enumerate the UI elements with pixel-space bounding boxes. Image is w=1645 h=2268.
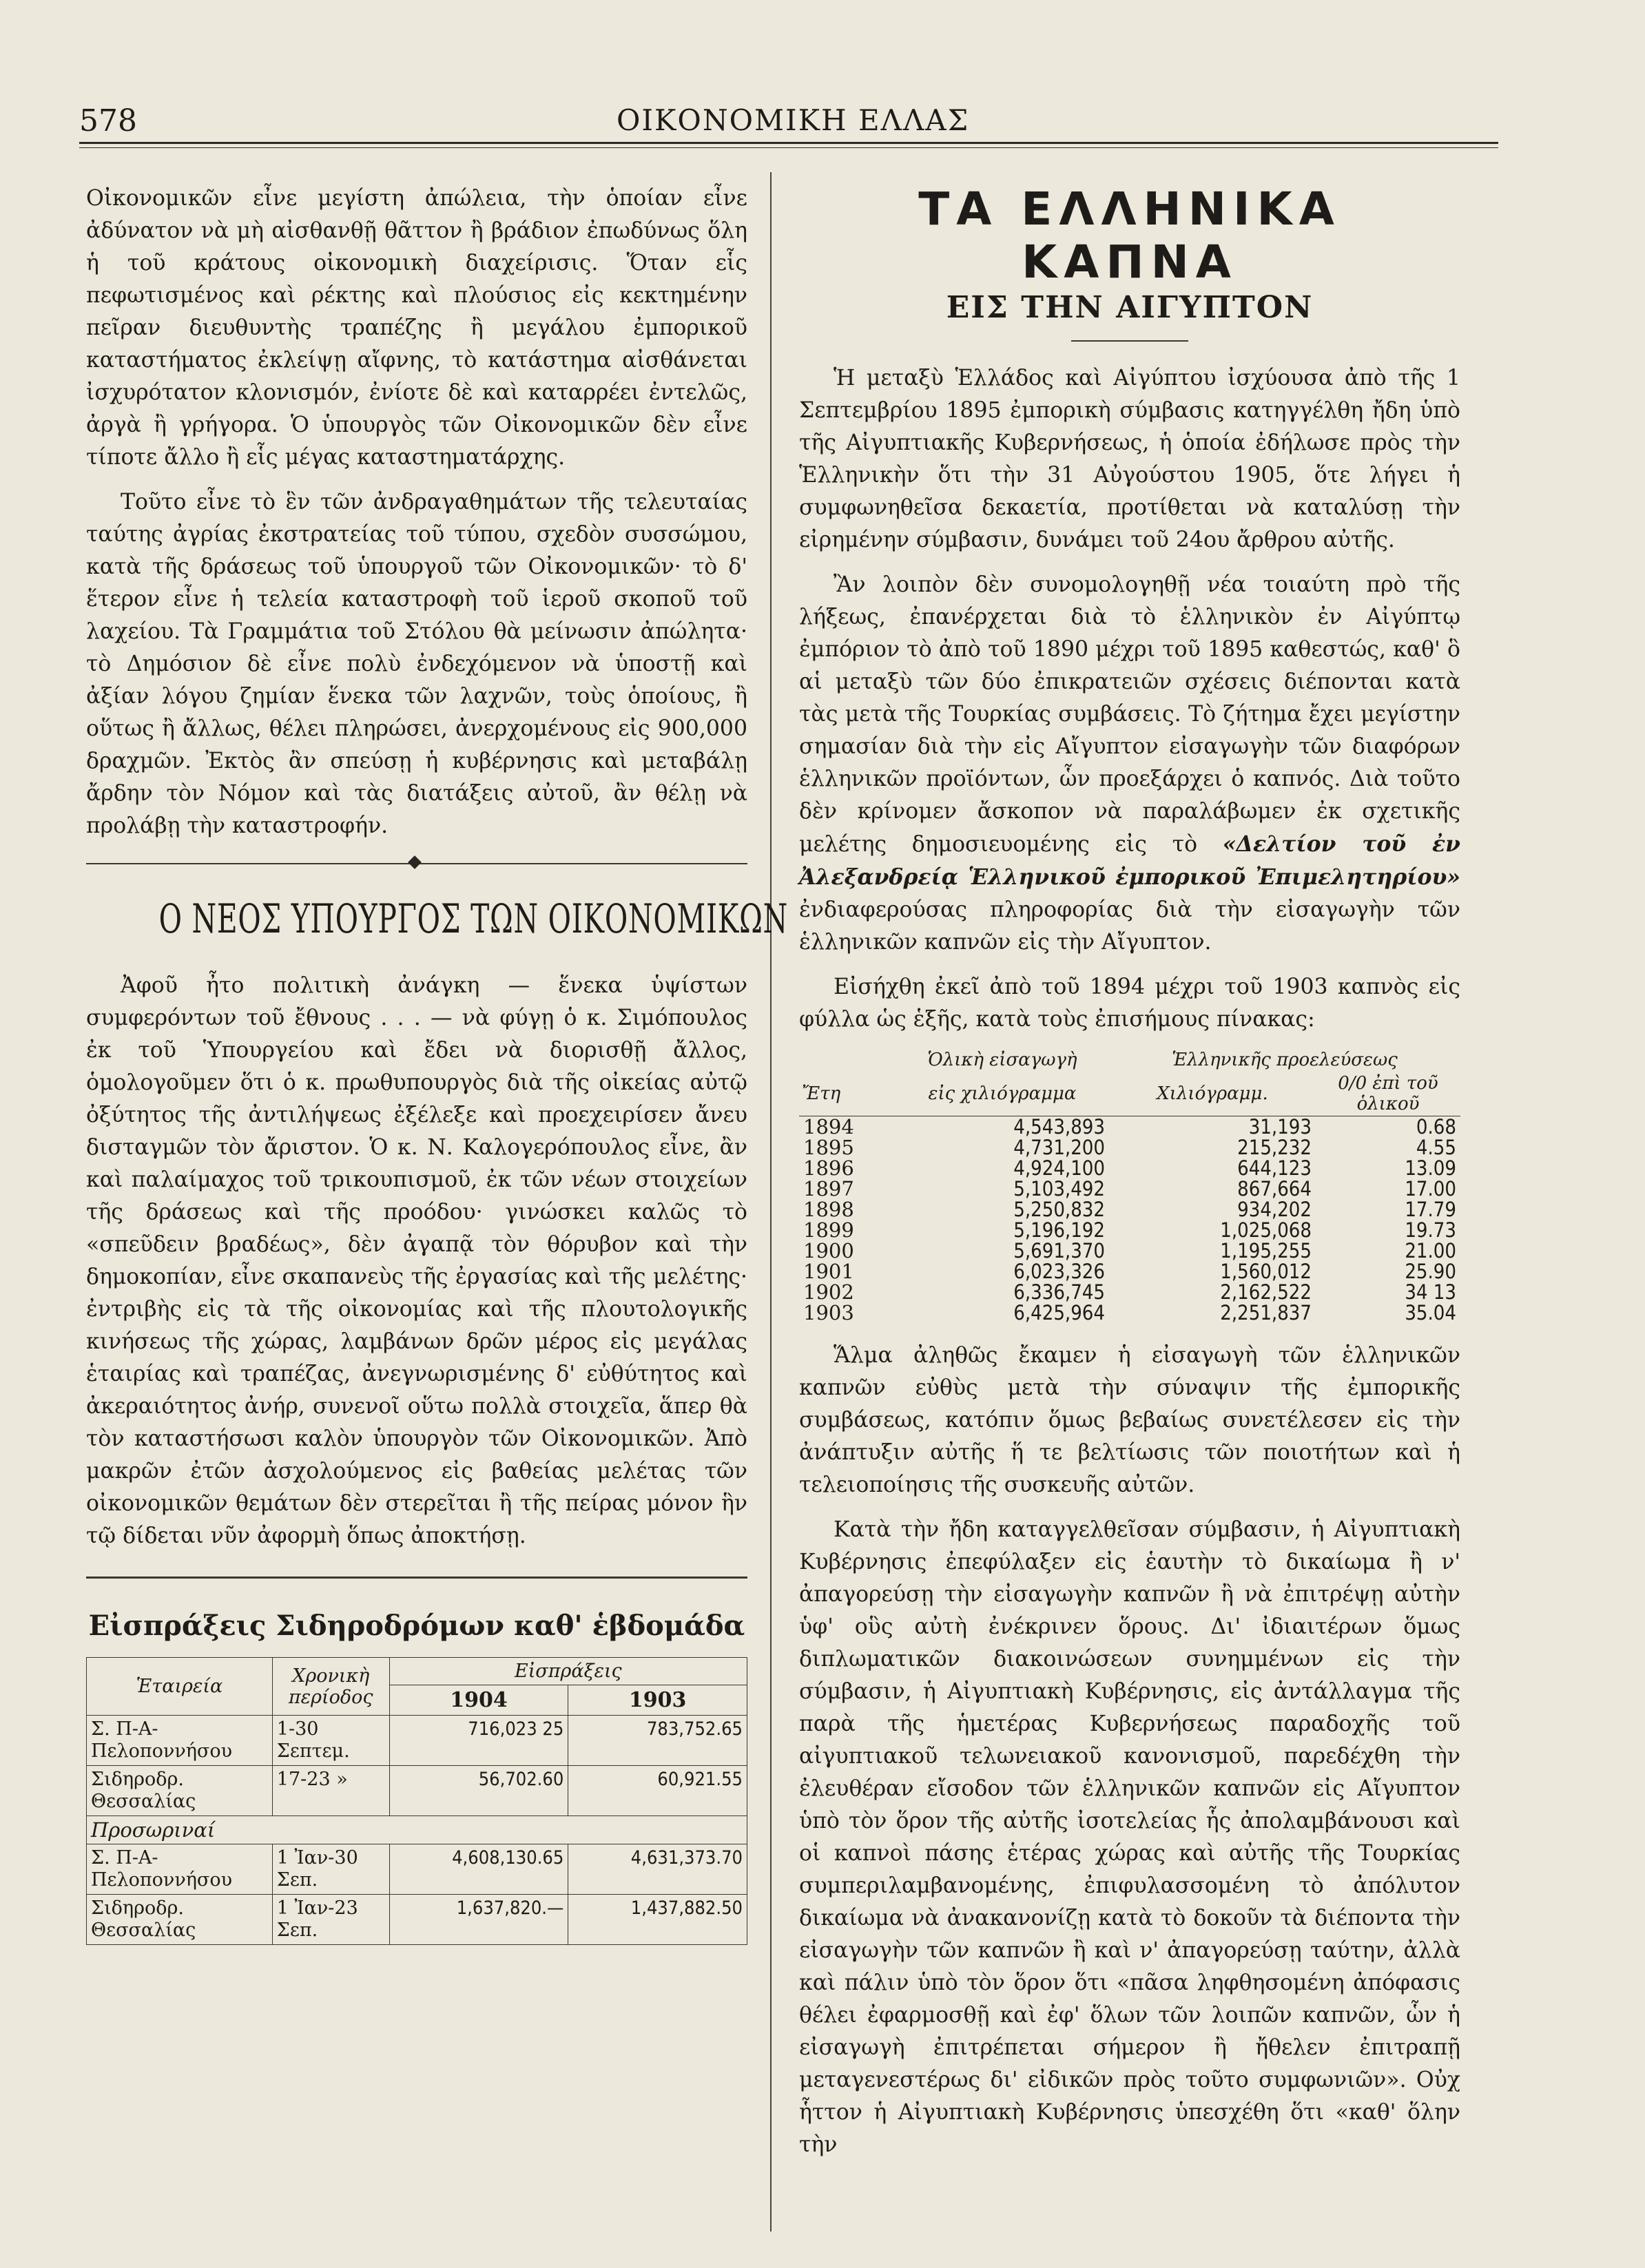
pct-cell: 35.04 — [1405, 1301, 1456, 1324]
table-row — [87, 1844, 747, 1895]
year-cell: 1895 — [803, 1136, 854, 1159]
article-paragraph: Οἰκονομικῶν εἶνε μεγίστη ἀπώλεια, τὴν ὁποίαν εἶνε ἀδύνατον νὰ μὴ αἰσθανθῇ θᾶττον ἢ βράδιον ἐπωδύνως ὅλη ἡ τοῦ κράτους οἰκονομικὴ διαχείρισις. Ὅταν εἷς πεφωτισμένος καὶ ρέκτης καὶ πλούσιος εἰς κεκτημένην πεῖραν διευθυντὴς τραπέζης ἢ μεγάλου ἐμπορικοῦ καταστήματος ἐκλείψῃ αἴφνης, τὸ κατάστημα αἰσθάνεται ἰσχυρότατον κλονισμόν, ἐνίοτε δὲ καὶ καταρρέει ἐντελῶς, ἀργὰ ἢ γρήγορα. Ὁ ὑπουργὸς τῶν Οἰκονομικῶν δὲν εἶνε τίποτε ἄλλο ἢ εἷς μέγας καταστηματάρχης. — [86, 186, 747, 470]
table-row — [799, 1178, 1460, 1199]
right-column — [799, 183, 1460, 2174]
column-header: Ὁλικὴ εἰσαγωγὴ — [927, 1050, 1077, 1070]
pct-cell: 17.00 — [1405, 1177, 1456, 1200]
table-row — [799, 1220, 1460, 1240]
company-cell: Σιδηροδρ. Θεσσαλίας — [87, 1895, 273, 1945]
total-cell: 6,336,745 — [1013, 1280, 1105, 1304]
article-title: ΤΑ ΕΛΛΗΝΙΚΑ ΚΑΠΝΑ — [918, 183, 1341, 289]
table-row — [799, 1261, 1460, 1282]
article-paragraph: Ἡ μεταξὺ Ἑλλάδος καὶ Αἰγύπτου ἰσχύουσα ἀπὸ τῆς 1 Σεπτεμβρίου 1895 ἐμπορικὴ σύμβασις κατηγγέλθη ἤδη ὑπὸ τῆς Αἰγυπτιακῆς Κυβερνήσεως, ἡ ὁποία ἐδήλωσε πρὸς τὴν Ἑλληνικὴν ὅτι τὴν 31 Αὐγούστου 1905, ὅτε λήγει ἡ συμφωνηθεῖσα δεκαετία, προτίθεται νὰ καταλύσῃ τὴν εἰρημένην σύμβασιν, δυνάμει τοῦ 24ου ἄρθρου αὐτῆς. — [799, 366, 1460, 552]
table-row — [799, 1240, 1460, 1261]
value-cell: 56,702.60 — [389, 1766, 568, 1816]
total-cell: 5,196,192 — [1013, 1218, 1105, 1242]
article-paragraph — [799, 569, 1460, 959]
year-cell: 1899 — [803, 1218, 854, 1242]
pct-cell: 25.90 — [1405, 1260, 1456, 1283]
table-row — [799, 1302, 1460, 1323]
section-heading: Ο ΝΕΟΣ ΥΠΟΥΡΓΟΣ ΤΩΝ ΟΙΚΟΝΟΜΙΚΩΝ — [158, 895, 789, 942]
value-cell: 4,608,130.65 — [389, 1844, 568, 1895]
bulletin-title: «Δελτίον τοῦ ἐν Ἀλεξανδρείᾳ Ἑλληνικοῦ ἐμπορικοῦ Ἐπιμελητηρίου» — [799, 831, 1460, 890]
total-cell: 4,731,200 — [1013, 1136, 1105, 1159]
table-row — [87, 1816, 747, 1844]
greek-cell: 867,664 — [1237, 1177, 1312, 1200]
year-cell: 1901 — [803, 1260, 854, 1283]
period-cell: 17-23 » — [272, 1766, 389, 1816]
value-cell: 60,921.55 — [568, 1766, 747, 1816]
pct-cell: 34 13 — [1405, 1280, 1456, 1304]
column-header: 0/0 ἐπὶ τοῦ ὁλικοῦ — [1316, 1072, 1460, 1116]
year-cell: 1894 — [803, 1115, 854, 1138]
value-cell: 1,437,882.50 — [568, 1895, 747, 1945]
tobacco-table-body — [799, 1116, 1460, 1324]
page-number: 578 — [79, 103, 137, 138]
greek-cell: 644,123 — [1237, 1156, 1312, 1180]
group-label: Προσωριναί — [87, 1816, 747, 1844]
total-cell: 4,924,100 — [1013, 1156, 1105, 1180]
table-row — [799, 1116, 1460, 1138]
column-header: Χιλιόγραμμ. — [1109, 1072, 1316, 1116]
article-paragraph: Ἅλμα ἀληθῶς ἔκαμεν ἡ εἰσαγωγὴ τῶν ἑλληνικῶν καπνῶν εὐθὺς μετὰ τὴν σύναψιν τῆς ἐμπορικῆς συμβάσεως, κατόπιν ὅμως βεβαίως συνετέλεσεν εἰς τὴν ἀνάπτυξιν αὐτῆς ἥ τε βελτίωσις τῶν ποιοτήτων καὶ ἡ τελειοποίησις τῆς συσκευῆς αὐτῶν. — [799, 1343, 1460, 1497]
column-header: εἰς χιλιόγραμμα — [896, 1072, 1109, 1116]
year-cell: 1900 — [803, 1239, 854, 1262]
year-header: 1903 — [568, 1685, 747, 1716]
total-cell: 6,023,326 — [1013, 1260, 1105, 1283]
table-row — [799, 1199, 1460, 1220]
railway-title: Εἰσπράξεις Σιδηροδρόμων καθ' ἑβδομάδα — [88, 1610, 745, 1642]
table-row — [87, 1716, 747, 1766]
table-row — [799, 1282, 1460, 1302]
paragraph-text: ἐνδιαφερούσας πληροφορίας διὰ τὴν εἰσαγωγὴν τῶν ἑλληνικῶν καπνῶν εἰς τὴν Αἴγυπτον. — [799, 897, 1460, 955]
column-header: Εἰσπράξεις — [389, 1658, 747, 1685]
pct-cell: 21.00 — [1405, 1239, 1456, 1262]
company-cell: Σ. Π-Α-Πελοποννήσου — [87, 1716, 273, 1766]
company-cell: Σιδηροδρ. Θεσσαλίας — [87, 1766, 273, 1816]
value-cell: 1,637,820.— — [389, 1895, 568, 1945]
total-cell: 6,425,964 — [1013, 1301, 1105, 1324]
article-paragraph: Τοῦτο εἶνε τὸ ἓν τῶν ἀνδραγαθημάτων τῆς τελευταίας ταύτης ἀγρίας ἐκστρατείας τοῦ τύπου, σχεδὸν συσσώμου, κατὰ τῆς δράσεως τοῦ ὑπουργοῦ τῶν Οἰκονομικῶν· τὸ δ' ἕτερον εἶνε ἡ τελεία καταστροφὴ τοῦ ἱεροῦ σκοποῦ τοῦ λαχείου. Τὰ Γραμμάτια τοῦ Στόλου θὰ μείνωσιν ἀπώλητα· τὸ Δημόσιον δὲ εἶνε πολὺ ἐνδεχόμενον νὰ ὑποστῇ καὶ ἀξίαν λόγου ζημίαν ἕνεκα τῶν λαχνῶν, τοὺς ὁποίους, ἢ οὕτως ἢ ἄλλως, θέλει πληρώσει, ἀνερχομένους εἰς 900,000 δραχμῶν. Ἐκτὸς ἂν σπεύσῃ ἡ κυβέρνησις καὶ μεταβάλῃ ἄρδην τὸν Νόμον καὶ τὰς διατάξεις αὐτοῦ, ἂν θέλῃ νὰ προλάβῃ τὴν καταστροφήν. — [86, 490, 747, 838]
company-cell: Σ. Π-Α-Πελοποννήσου — [87, 1844, 273, 1895]
greek-cell: 2,162,522 — [1220, 1280, 1312, 1304]
total-cell: 5,691,370 — [1013, 1239, 1105, 1262]
column-header: Ἑταιρεία — [87, 1658, 273, 1716]
paragraph-text: Ἂν λοιπὸν δὲν συνομολογηθῇ νέα τοιαύτη πρὸ τῆς λήξεως, ἐπανέρχεται διὰ τὸ ἑλληνικὸν ἐν Αἰγύπτῳ ἐμπόριον τὸ ἀπὸ τοῦ 1890 μέχρι τοῦ 1895 καθεστώς, καθ' ὃ αἱ μεταξὺ τῶν δύο ἐπικρατειῶν σχέσεις διέπονται κατὰ τὰς μετὰ τῆς Τουρκίας συμβάσεις. Τὸ ζήτημα ἔχει μεγίστην σημασίαν διὰ τὴν εἰς Αἴγυπτον εἰσαγωγὴν τῶν διαφόρων ἑλληνικῶν προϊόντων, ὧν προεξάρχει ὁ καπνός. Διὰ τοῦτο δὲν κρίνομεν ἄσκοπον νὰ παραλάβωμεν ἐκ σχετικῆς μελέτης δημοσιευομένης εἰς τὸ — [799, 572, 1460, 857]
table-row — [87, 1895, 747, 1945]
total-cell: 5,250,832 — [1013, 1198, 1105, 1221]
year-cell: 1903 — [803, 1301, 854, 1324]
pct-cell: 0.68 — [1416, 1115, 1456, 1138]
railway-receipts-table — [86, 1657, 747, 1945]
pct-cell: 19.73 — [1405, 1218, 1456, 1242]
article-subtitle: ΕΙΣ ΤΗΝ ΑΙΓΥΠΤΟΝ — [946, 290, 1314, 325]
column-divider — [770, 172, 772, 2231]
period-cell: 1 Ἰαν-23 Σεπ. — [272, 1895, 389, 1945]
article-paragraph: Ἀφοῦ ἦτο πολιτικὴ ἀνάγκη — ἕνεκα ὑψίστων συμφερόντων τοῦ ἔθνους . . . — νὰ φύγῃ ὁ κ. Σιμόπουλος ἐκ τοῦ Ὑπουργείου καὶ ἔδει νὰ διορισθῇ ἄλλος, ὁμολογοῦμεν ὅτι ὁ κ. πρωθυπουργὸς διὰ τῆς οἰκείας αὐτῷ ὀξύτητος τῆς ἀντιλήψεως ἐξέλεξε καὶ προεχειρίσεν ἄνευ δισταγμῶν τὸν ἄριστον. Ὁ κ. Ν. Καλογερόπουλος εἶνε, ἂν καὶ παλαίμαχος τοῦ τρικουπισμοῦ, ἐκ τῶν νέων στοιχείων τῆς δράσεως καὶ τῆς προόδου· γινώσκει καλῶς τὸ «σπεῦδειν βραδέως», δὲν ἀγαπᾷ τὸν θόρυβον καὶ τὴν δημοκοπίαν, εἶνε σκαπανεὺς τῆς ἐργασίας καὶ τῆς μελέτης· ἐντριβὴς εἰς τὰ τῆς οἰκονομίας καὶ τῆς πλουτολογικῆς κινήσεως τῆς χώρας, λαμβάνων δρῶν μέρος εἰς μεγάλας ἑταιρίας καὶ τραπέζας, ἀνεγνωρισμένης δ' εὐθύτητος καὶ ἀκεραιότητος ἀνήρ, συνενοῖ οὕτω πολλὰ στοιχεῖα, ἅπερ θὰ τὸν καταστήσωσι καλὸν ὑπουργὸν τῶν Οἰκονομικῶν. Ἀπὸ μακρῶν ἐτῶν ἀσχολούμενος εἰς βαθείας μελέτας τῶν οἰκονομικῶν θεμάτων δὲν στερεῖται ἢ τῆς πείρας μόνον ἣν τῷ δίδεται νῦν ἀφορμὴ ὅπως ἀποκτήσῃ. — [86, 973, 747, 1548]
total-cell: 5,103,492 — [1013, 1177, 1105, 1200]
diamond-ornament-icon — [408, 855, 422, 869]
column-header: Ἔτη — [799, 1072, 896, 1116]
section-separator — [86, 863, 747, 864]
greek-cell: 2,251,837 — [1220, 1301, 1312, 1324]
table-row — [799, 1137, 1460, 1158]
greek-cell: 1,560,012 — [1220, 1260, 1312, 1283]
header-rule — [79, 142, 1498, 144]
title-rule — [1071, 340, 1188, 342]
value-cell: 716,023 25 — [389, 1716, 568, 1766]
year-cell: 1897 — [803, 1177, 854, 1200]
total-cell: 4,543,893 — [1013, 1115, 1105, 1138]
period-cell: 1-30 Σεπτεμ. — [272, 1716, 389, 1766]
year-header: 1904 — [389, 1685, 568, 1716]
greek-cell: 934,202 — [1237, 1198, 1312, 1221]
year-cell: 1902 — [803, 1280, 854, 1304]
period-cell: 1 Ἰαν-30 Σεπ. — [272, 1844, 389, 1895]
greek-cell: 31,193 — [1248, 1115, 1312, 1138]
header-rule-thin — [79, 147, 1498, 148]
year-cell: 1896 — [803, 1156, 854, 1180]
value-cell: 783,752.65 — [568, 1716, 747, 1766]
column-header: Ἑλληνικῆς προελεύσεως — [1172, 1050, 1398, 1070]
greek-cell: 1,025,068 — [1220, 1218, 1312, 1242]
column-header: Χρονικὴ περίοδος — [272, 1658, 389, 1716]
journal-title: ΟΙΚΟΝΟΜΙΚΗ ΕΛΛΑΣ — [617, 103, 970, 137]
article-paragraph: Κατὰ τὴν ἤδη καταγγελθεῖσαν σύμβασιν, ἡ Αἰγυπτιακὴ Κυβέρνησις ἐπεφύλαξεν εἰς ἑαυτὴν τὸ δικαίωμα ἢ ν' ἀπαγορεύσῃ τὴν εἰσαγωγὴν καπνῶν ἢ νὰ ἐπιτρέψῃ αὐτὴν ὑφ' οὓς αὐτὴ ἐνέκρινεν ὅρους. Δι' ἰδιαιτέρων ὅμως διπλωματικῶν διακοινώσεων συνημμένων εἰς τὴν σύμβασιν, ἡ Αἰγυπτιακὴ Κυβέρνησις, εἰς ἀντάλλαγμα τῆς παρὰ τῆς ἡμετέρας Κυβερνήσεως παραδοχῆς τοῦ αἰγυπτιακοῦ τελωνειακοῦ κανονισμοῦ, παρεδέχθη τὴν ἐλευθέραν εἴσοδον τῶν ἑλληνικῶν καπνῶν εἰς Αἴγυπτον ὑπὸ τὸν ὅρον τῆς αὐτῆς ἰσοτελείας ἧς ἀπολαμβάνουσι καὶ οἱ καπνοὶ πάσης ἑτέρας χώρας καὶ αὐτῆς τῆς Τουρκίας συμπεριλαμβανομένης, ἐπιφυλασσομένη τὸ ἀπόλυτον δικαίωμα νὰ ἀνακανονίζῃ κατὰ τὸ δοκοῦν τὰ διέποντα τὴν εἰσαγωγὴν τῶν καπνῶν ἢ καὶ ν' ἀπαγορεύσῃ ταύτην, ἀλλὰ καὶ πάλιν ὑπὸ τὸν ὅρον ὅτι «πᾶσα ληφθησομένη ἀπόφασις θέλει ἐφαρμοσθῇ καὶ ἐφ' ὅλων τῶν λοιπῶν καπνῶν, ὧν ἡ εἰσαγωγὴ ἐπιτρέπεται σήμερον ἢ ἤθελεν ἐπιτραπῇ μεταγενεστέρως δι' εἰδικῶν πρὸς τοῦτο συμφωνιῶν». Οὐχ ἧττον ἡ Αἰγυπτιακὴ Κυβέρνησις ὑπεσχέθη ὅτι «καθ' ὅλην τὴν — [799, 1517, 1460, 2157]
table-row — [799, 1158, 1460, 1178]
left-column — [86, 183, 789, 1945]
value-cell: 4,631,373.70 — [568, 1844, 747, 1895]
tobacco-import-table — [799, 1048, 1460, 1323]
page-header — [79, 103, 1498, 145]
pct-cell: 4.55 — [1416, 1136, 1456, 1159]
pct-cell: 17.79 — [1405, 1198, 1456, 1221]
section-separator — [86, 1577, 747, 1579]
table-row — [87, 1766, 747, 1816]
pct-cell: 13.09 — [1405, 1156, 1456, 1180]
year-cell: 1898 — [803, 1198, 854, 1221]
article-paragraph: Εἰσήχθη ἐκεῖ ἀπὸ τοῦ 1894 μέχρι τοῦ 1903 καπνὸς εἰς φύλλα ὡς ἑξῆς, κατὰ τοὺς ἐπισήμους πίνακας: — [799, 975, 1460, 1032]
greek-cell: 1,195,255 — [1220, 1239, 1312, 1262]
greek-cell: 215,232 — [1237, 1136, 1312, 1159]
